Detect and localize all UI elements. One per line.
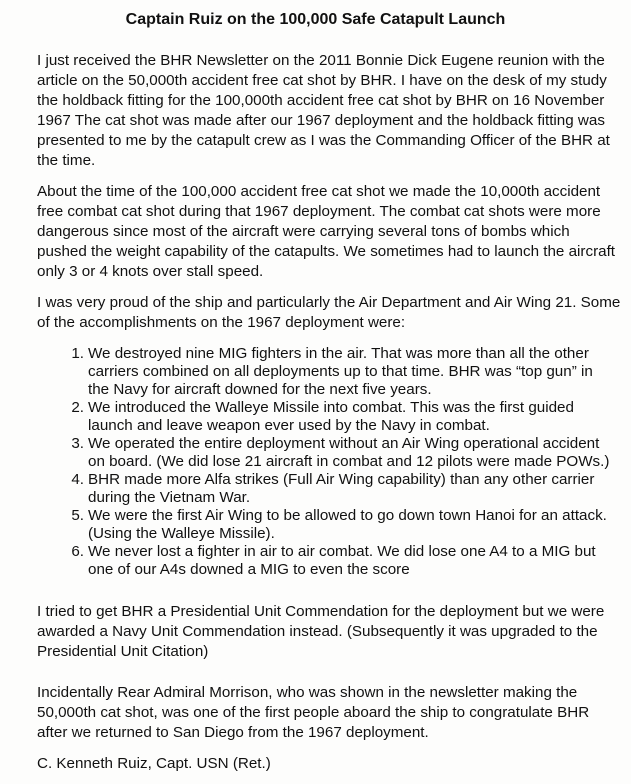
list-item-text: BHR made more Alfa strikes (Full Air Wing capability) than any other carrier during the Vietnam War. [88, 471, 595, 506]
paragraph-accomplishments-intro: I was very proud of the ship and particularly the Air Department and Air Wing 21. Some of the accomplishments on the 1967 deployment were: [37, 294, 621, 331]
document-title: Captain Ruiz on the 100,000 Safe Catapult Launch [125, 11, 506, 28]
list-item-number: 1. [71, 345, 84, 362]
list-item-text: We operated the entire deployment without an Air Wing operational accident on board. (We did lose 21 aircraft in combat and 12 pilots were made POWs.) [88, 435, 610, 470]
list-item-number: 3. [71, 435, 84, 452]
list-item-text: We were the first Air Wing to be allowed to go down town Hanoi for an attack. (Using the Walleye Missile). [88, 507, 607, 542]
list-item [71, 399, 618, 435]
list-item [71, 543, 618, 579]
list-item [71, 435, 618, 471]
list-item-text: We destroyed nine MIG fighters in the air. That was more than all the other carriers combined on all deployments up to that time. BHR was “top gun” in the Navy for aircraft downed for the next five years. [88, 345, 593, 398]
list-item [71, 507, 618, 543]
list-item-text: We never lost a fighter in air to air combat. We did lose one A4 to a MIG but one of our A4s downed a MIG to even the score [88, 543, 596, 578]
list-item-number: 4. [71, 471, 84, 488]
paragraph-combat-cat-shot: About the time of the 100,000 accident free cat shot we made the 10,000th accident free combat cat shot during that 1967 deployment. The combat cat shots were more dangerous since most of the aircraft were carrying several tons of bombs which pushed the weight capability of the catapults. We sometimes had to launch the aircraft only 3 or 4 knots over stall speed. [37, 183, 616, 280]
list-item-number: 5. [71, 507, 84, 524]
paragraph-newsletter: I just received the BHR Newsletter on the 2011 Bonnie Dick Eugene reunion with the article on the 50,000th accident free cat shot by BHR. I have on the desk of my study the holdback fitting for the 100,000th accident free cat shot by BHR on 16 November 1967 The cat shot was made after our 1967 deployment and the holdback fitting was presented to me by the catapult crew as I was the Commanding Officer of the BHR at the time. [37, 52, 610, 169]
paragraph-admiral-morrison: Incidentally Rear Admiral Morrison, who was shown in the newsletter making the 50,000th cat shot, was one of the first people aboard the ship to congratulate BHR after we returned to San Diego from the 1967 deployment. [37, 684, 590, 741]
accomplishments-list [71, 345, 618, 579]
list-item [71, 345, 618, 399]
list-item [71, 471, 618, 507]
list-item-number: 2. [71, 399, 84, 416]
paragraph-unit-commendation: I tried to get BHR a Presidential Unit Commendation for the deployment but we were awarded a Navy Unit Commendation instead. (Subsequently it was upgraded to the Presidential Unit Citation) [37, 603, 605, 660]
list-item-text: We introduced the Walleye Missile into combat. This was the first guided launch and leave weapon ever used by the Navy in combat. [88, 399, 574, 434]
list-item-number: 6. [71, 543, 84, 560]
signature: C. Kenneth Ruiz, Capt. USN (Ret.) [37, 755, 271, 772]
